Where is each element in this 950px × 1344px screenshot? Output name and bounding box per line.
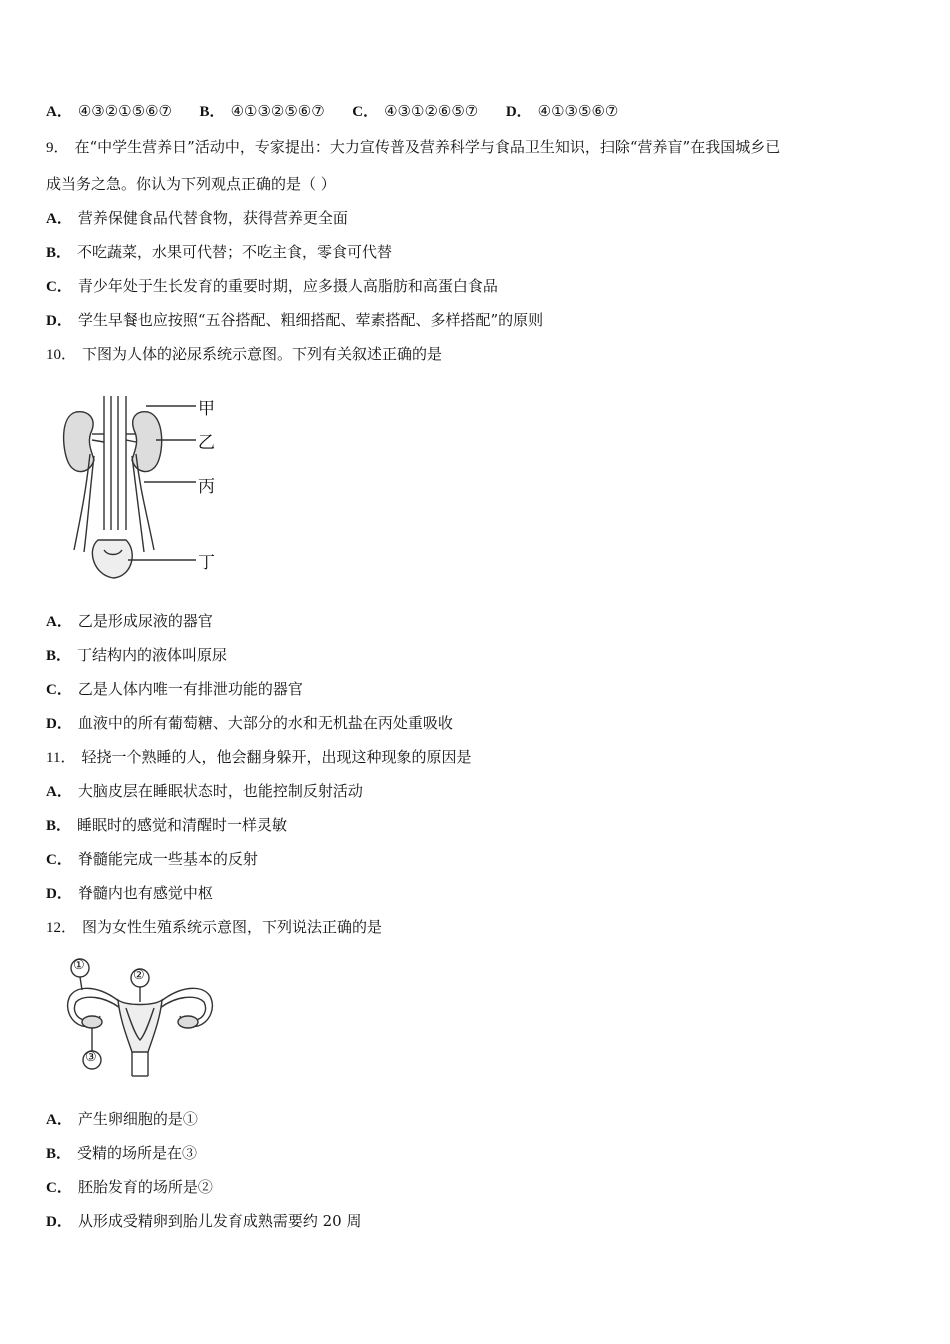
- q11-option-c[interactable]: C． 脊髓能完成一些基本的反射: [46, 850, 258, 868]
- q9-option-c[interactable]: C． 青少年处于生长发育的重要时期，应多摄人高脂肪和高蛋白食品: [46, 277, 498, 295]
- q8-option-d[interactable]: D． ④①③⑤⑥⑦: [505, 102, 619, 120]
- q10-number: 10．: [46, 347, 77, 363]
- q8-option-b[interactable]: B． ④①③②⑤⑥⑦: [199, 102, 325, 120]
- q12-option-b[interactable]: B． 受精的场所是在③: [46, 1144, 198, 1162]
- q12-number: 12．: [46, 920, 77, 936]
- q11-option-b[interactable]: B． 睡眠时的感觉和清醒时一样灵敏: [46, 816, 288, 834]
- label-ding: 丁: [198, 553, 215, 573]
- q10-option-a[interactable]: A． 乙是形成尿液的器官: [46, 612, 213, 630]
- q9-option-d[interactable]: D． 学生早餐也应按照“五谷搭配、粗细搭配、荤素搭配、多样搭配”的原则: [46, 311, 544, 329]
- q12-stem: 12． 图为女性生殖系统示意图，下列说法正确的是: [46, 918, 383, 936]
- label-jia: 甲: [198, 399, 215, 419]
- q8-option-a[interactable]: A． ④③②①⑤⑥⑦: [46, 102, 172, 120]
- label-bing: 丙: [198, 477, 215, 497]
- q8-options-line: [46, 101, 618, 122]
- urinary-system-figure: [56, 390, 226, 590]
- q9-option-b[interactable]: B． 不吃蔬菜，水果可代替；不吃主食，零食可代替: [46, 243, 393, 261]
- q9-option-a[interactable]: A． 营养保健食品代替食物，获得营养更全面: [46, 209, 348, 227]
- q9-stem-line1: 9． 在“中学生营养日”活动中，专家提出：大力宣传普及营养科学与食品卫生知识，扫除“营养盲”在我国城乡已: [46, 138, 781, 156]
- q9-stem-line2: 成当务之急。你认为下列观点正确的是（ ）: [46, 175, 336, 193]
- q8-option-c[interactable]: C． ④③①②⑥⑤⑦: [352, 102, 479, 120]
- female-reproductive-figure: [60, 956, 220, 1082]
- q11-option-a[interactable]: A． 大脑皮层在睡眠状态时，也能控制反射活动: [46, 782, 363, 800]
- q10-option-c[interactable]: C． 乙是人体内唯一有排泄功能的器官: [46, 680, 303, 698]
- label-yi: 乙: [198, 433, 215, 453]
- q10-stem: 10． 下图为人体的泌尿系统示意图。下列有关叙述正确的是: [46, 345, 443, 363]
- q10-option-b[interactable]: B． 丁结构内的液体叫原尿: [46, 646, 228, 664]
- q12-option-d[interactable]: D． 从形成受精卵到胎儿发育成熟需要约 20 周: [46, 1212, 362, 1230]
- q9-number: 9．: [46, 140, 69, 156]
- q12-option-c[interactable]: C． 胚胎发育的场所是②: [46, 1178, 213, 1196]
- q11-number: 11．: [46, 750, 76, 766]
- q11-option-d[interactable]: D． 脊髓内也有感觉中枢: [46, 884, 213, 902]
- q12-option-a[interactable]: A． 产生卵细胞的是①: [46, 1110, 198, 1128]
- label-circle-3: ③: [85, 1050, 97, 1065]
- q11-stem: 11． 轻挠一个熟睡的人，他会翻身躲开，出现这种现象的原因是: [46, 748, 472, 766]
- q10-option-d[interactable]: D． 血液中的所有葡萄糖、大部分的水和无机盐在丙处重吸收: [46, 714, 453, 732]
- label-circle-2: ②: [133, 968, 145, 983]
- label-circle-1: ①: [73, 958, 85, 973]
